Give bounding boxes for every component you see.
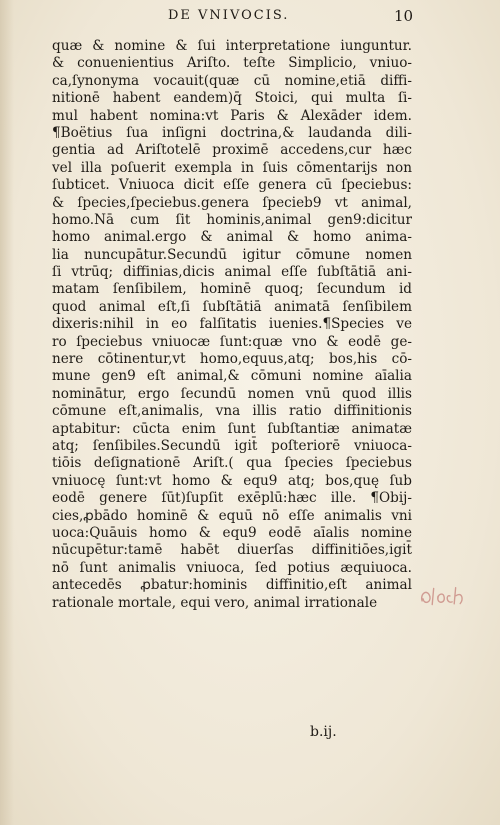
text-line: ſi vtrūq; diffinias,dicis animal eſſe ſubſtātiā ani- xyxy=(52,264,412,281)
text-line: quod animal eſt,ſi ſubſtātiā animatā ſenſibilem xyxy=(52,298,412,315)
text-line: nere cōtinentur,vt homo,equus,atq; bos,his cō- xyxy=(52,351,412,368)
text-line: quæ & nomine & ſui interpretatione iunguntur. xyxy=(52,38,412,54)
text-line: atq; ſenſibiles.Secundū igit̄ poſteriorē vniuoca- xyxy=(52,437,412,454)
text-line: homo animal.ergo & animal & homo anima- xyxy=(52,229,412,246)
signature-mark: b.ij. xyxy=(310,724,337,740)
text-line: lia nuncupātur.Secundū igitur cōmune nomen xyxy=(52,246,412,263)
text-line: gentia ad Ariſtotelē proximē accedens,cur hæc xyxy=(52,142,412,159)
text-line: vel illa poſuerit exempla in ſuis cōmentarijs non xyxy=(52,159,412,176)
text-line: nō ſunt animalis vniuoca, ſed potius æquiuoca. xyxy=(52,559,412,576)
handwritten-marginalia xyxy=(418,583,479,613)
text-line: & conuenientius Ariſto. teſte Simplicio, vniuo- xyxy=(52,55,412,72)
folio-number: 10 xyxy=(394,7,414,25)
text-line: nūcupētur:tamē habēt diuerſas diffinitiōes,igit̄ xyxy=(52,542,412,559)
text-line: cies,ꝓbādo hominē & equū nō eſſe animalis vni xyxy=(52,507,412,524)
text-line: homo.Nā cum ſit hominis,animal gen9:dicitur xyxy=(52,211,412,228)
text-line: matam ſenſibilem, hominē quoq; ſecundum id xyxy=(52,281,412,298)
text-line: mune gen9 eſt animal,& cōmuni nomine aīalia xyxy=(52,368,412,385)
text-line: ro ſpeciebus vniuocæ ſunt:quæ vno & eodē ge- xyxy=(52,333,412,350)
text-line: & ſpecies,ſpeciebus.genera ſpecieb9 vt animal, xyxy=(52,194,412,211)
text-line: ca,ſynonyma vocauit(quæ cū nomine,etiā diffi- xyxy=(52,72,412,89)
text-line: nominātur, ergo ſecundū nomen vnū quod illis xyxy=(52,385,412,402)
text-line: mul habent nomina:vt Paris & Alexāder idem. xyxy=(52,107,412,124)
text-line: antecedēs ꝓbatur:hominis diffinitio,eſt animal xyxy=(52,577,412,594)
text-line: ¶Boëtius ſua inſigni doctrina,& laudanda dili- xyxy=(52,124,412,141)
running-head: DE VNIVOCIS. xyxy=(168,8,290,23)
text-line: ſubticet. Vniuoca dicit eſſe genera cū ſpeciebus: xyxy=(52,177,412,194)
text-line: vniuocę ſunt:vt homo & equ9 atq; bos,quę ſub xyxy=(52,472,412,489)
text-line: eodē genere ſūt)ſupſit exēplū:hæc ille. ¶Obij- xyxy=(52,490,412,507)
text-line: dixeris:nihil in eo falſitatis iuenies.¶Species ve xyxy=(52,316,412,333)
text-line: tiōis deſignationē Ariſt.( qua ſpecies ſpeciebus xyxy=(52,455,412,472)
text-line: aptabitur: cūcta enim ſunt ſubſtantiæ animatæ xyxy=(52,420,412,437)
text-line: cōmune eſt,animalis, vna illis ratio diffinitionis xyxy=(52,403,412,420)
page-header xyxy=(0,0,500,34)
body-text xyxy=(52,38,412,612)
text-line: nitionē habent eandem)q̄ Stoici, qui multa ſi- xyxy=(52,90,412,107)
text-line: uoca:Quāuis homo & equ9 eodē aīalis nomine xyxy=(52,524,412,541)
page-gutter-shadow xyxy=(0,0,14,825)
text-line: rationale mortale, equi vero, animal irrationale xyxy=(52,594,378,611)
